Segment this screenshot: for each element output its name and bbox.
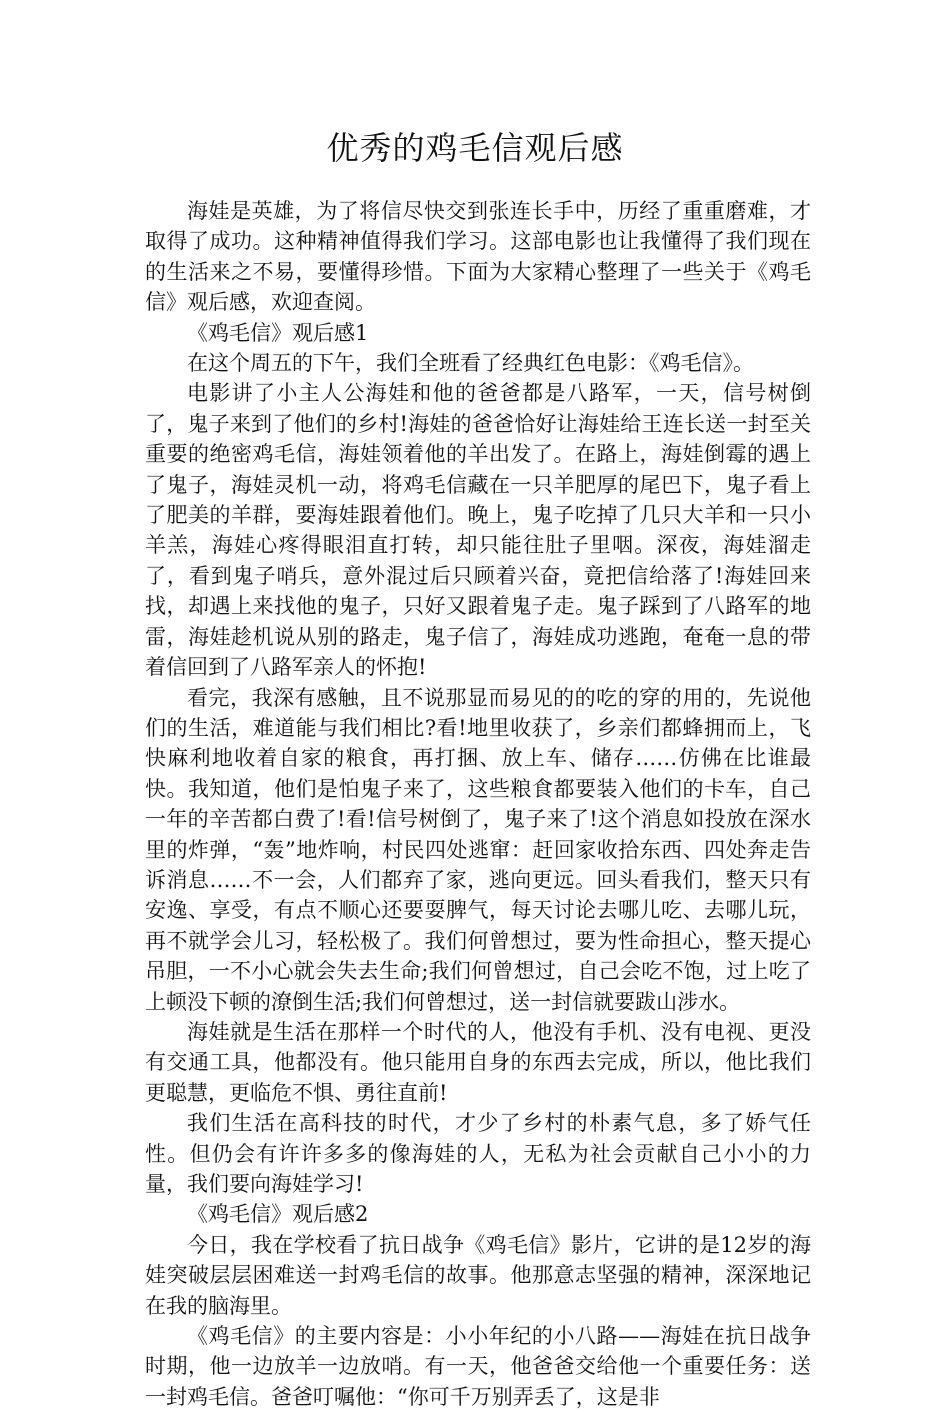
- document-body: [145, 196, 811, 1412]
- paragraph: 在这个周五的下午，我们全班看了经典红色电影：《鸡毛信》。: [187, 351, 754, 376]
- paragraph: 看完，我深有感触，且不说那显而易见的的吃的穿的用的，先说他们的生活，难道能与我们相比?看!地里收获了，乡亲们都蜂拥而上，飞快麻利地收着自家的粮食，再打捆、放上车、储存……仿佛在比谁最快。我知道，他们是怕鬼子来了，这些粮食都要装入他们的卡车，自己一年的辛苦都白费了!看!信号树倒了，鬼子来了!这个消息如投放在深水里的炸弹，“轰”地炸响，村民四处逃窜：赶回家收拾东西、四处奔走告诉消息……不一会，人们都弃了家，逃向更远。回头看我们，整天只有安逸、享受，有点不顺心还要耍脾气，每天讨论去哪儿吃、去哪儿玩，再不就学会儿习，轻松极了。我们何曾想过，要为性命担心，整天提心吊胆，一不小心就会失去生命;我们何曾想过，自己会吃不饱，过上吃了上顿没下顿的潦倒生活;我们何曾想过，送一封信就要跋山涉水。: [145, 685, 811, 1014]
- document-title: 优秀的鸡毛信观后感: [326, 129, 624, 167]
- paragraph: 《鸡毛信》的主要内容是：小小年纪的小八路——海娃在抗日战争时期，他一边放羊一边放哨。有一天，他爸爸交给他一个重要任务：送一封鸡毛信。爸爸叮嘱他：“你可千万别弄丢了，这是非: [145, 1324, 811, 1409]
- paragraph: 我们生活在高科技的时代，才少了乡村的朴素气息，多了娇气任性。但仍会有许许多多的像海娃的人，无私为社会贡献自己小小的力量，我们要向海娃学习!: [145, 1111, 811, 1196]
- section-heading-2: 《鸡毛信》观后感2: [187, 1202, 369, 1227]
- paragraph: 今日，我在学校看了抗日战争《鸡毛信》影片，它讲的是12岁的海娃突破层层困难送一封鸡毛信的故事。他那意志坚强的精神，深深地记在我的脑海里。: [145, 1232, 811, 1318]
- paragraph: 电影讲了小主人公海娃和他的爸爸都是八路军，一天，信号树倒了，鬼子来到了他们的乡村!海娃的爸爸恰好让海娃给王连长送一封至关重要的绝密鸡毛信，海娃领着他的羊出发了。在路上，海娃倒霉的遇上了鬼子，海娃灵机一动，将鸡毛信藏在一只羊肥厚的尾巴下，鬼子看上了肥美的羊群，要海娃跟着他们。晚上，鬼子吃掉了几只大羊和一只小羊羔，海娃心疼得眼泪直打转，却只能往肚子里咽。深夜，海娃溜走了，看到鬼子哨兵，意外混过后只顾着兴奋，竟把信给落了!海娃回来找，却遇上来找他的鬼子，只好又跟着鬼子走。鬼子踩到了八路军的地雷，海娃趁机说从别的路走，鬼子信了，海娃成功逃跑，奄奄一息的带着信回到了八路军亲人的怀抱!: [145, 381, 811, 680]
- paragraph-intro: 海娃是英雄，为了将信尽快交到张连长手中，历经了重重磨难，才取得了成功。这种精神值得我们学习。这部电影也让我懂得了我们现在的生活来之不易，要懂得珍惜。下面为大家精心整理了一些关于《鸡毛信》观后感，欢迎查阅。: [145, 199, 811, 315]
- section-heading-1: 《鸡毛信》观后感1: [187, 320, 369, 345]
- paragraph: 海娃就是生活在那样一个时代的人，他没有手机、没有电视、更没有交通工具，他都没有。他只能用自身的东西去完成，所以，他比我们更聪慧，更临危不惧、勇往直前!: [145, 1019, 811, 1105]
